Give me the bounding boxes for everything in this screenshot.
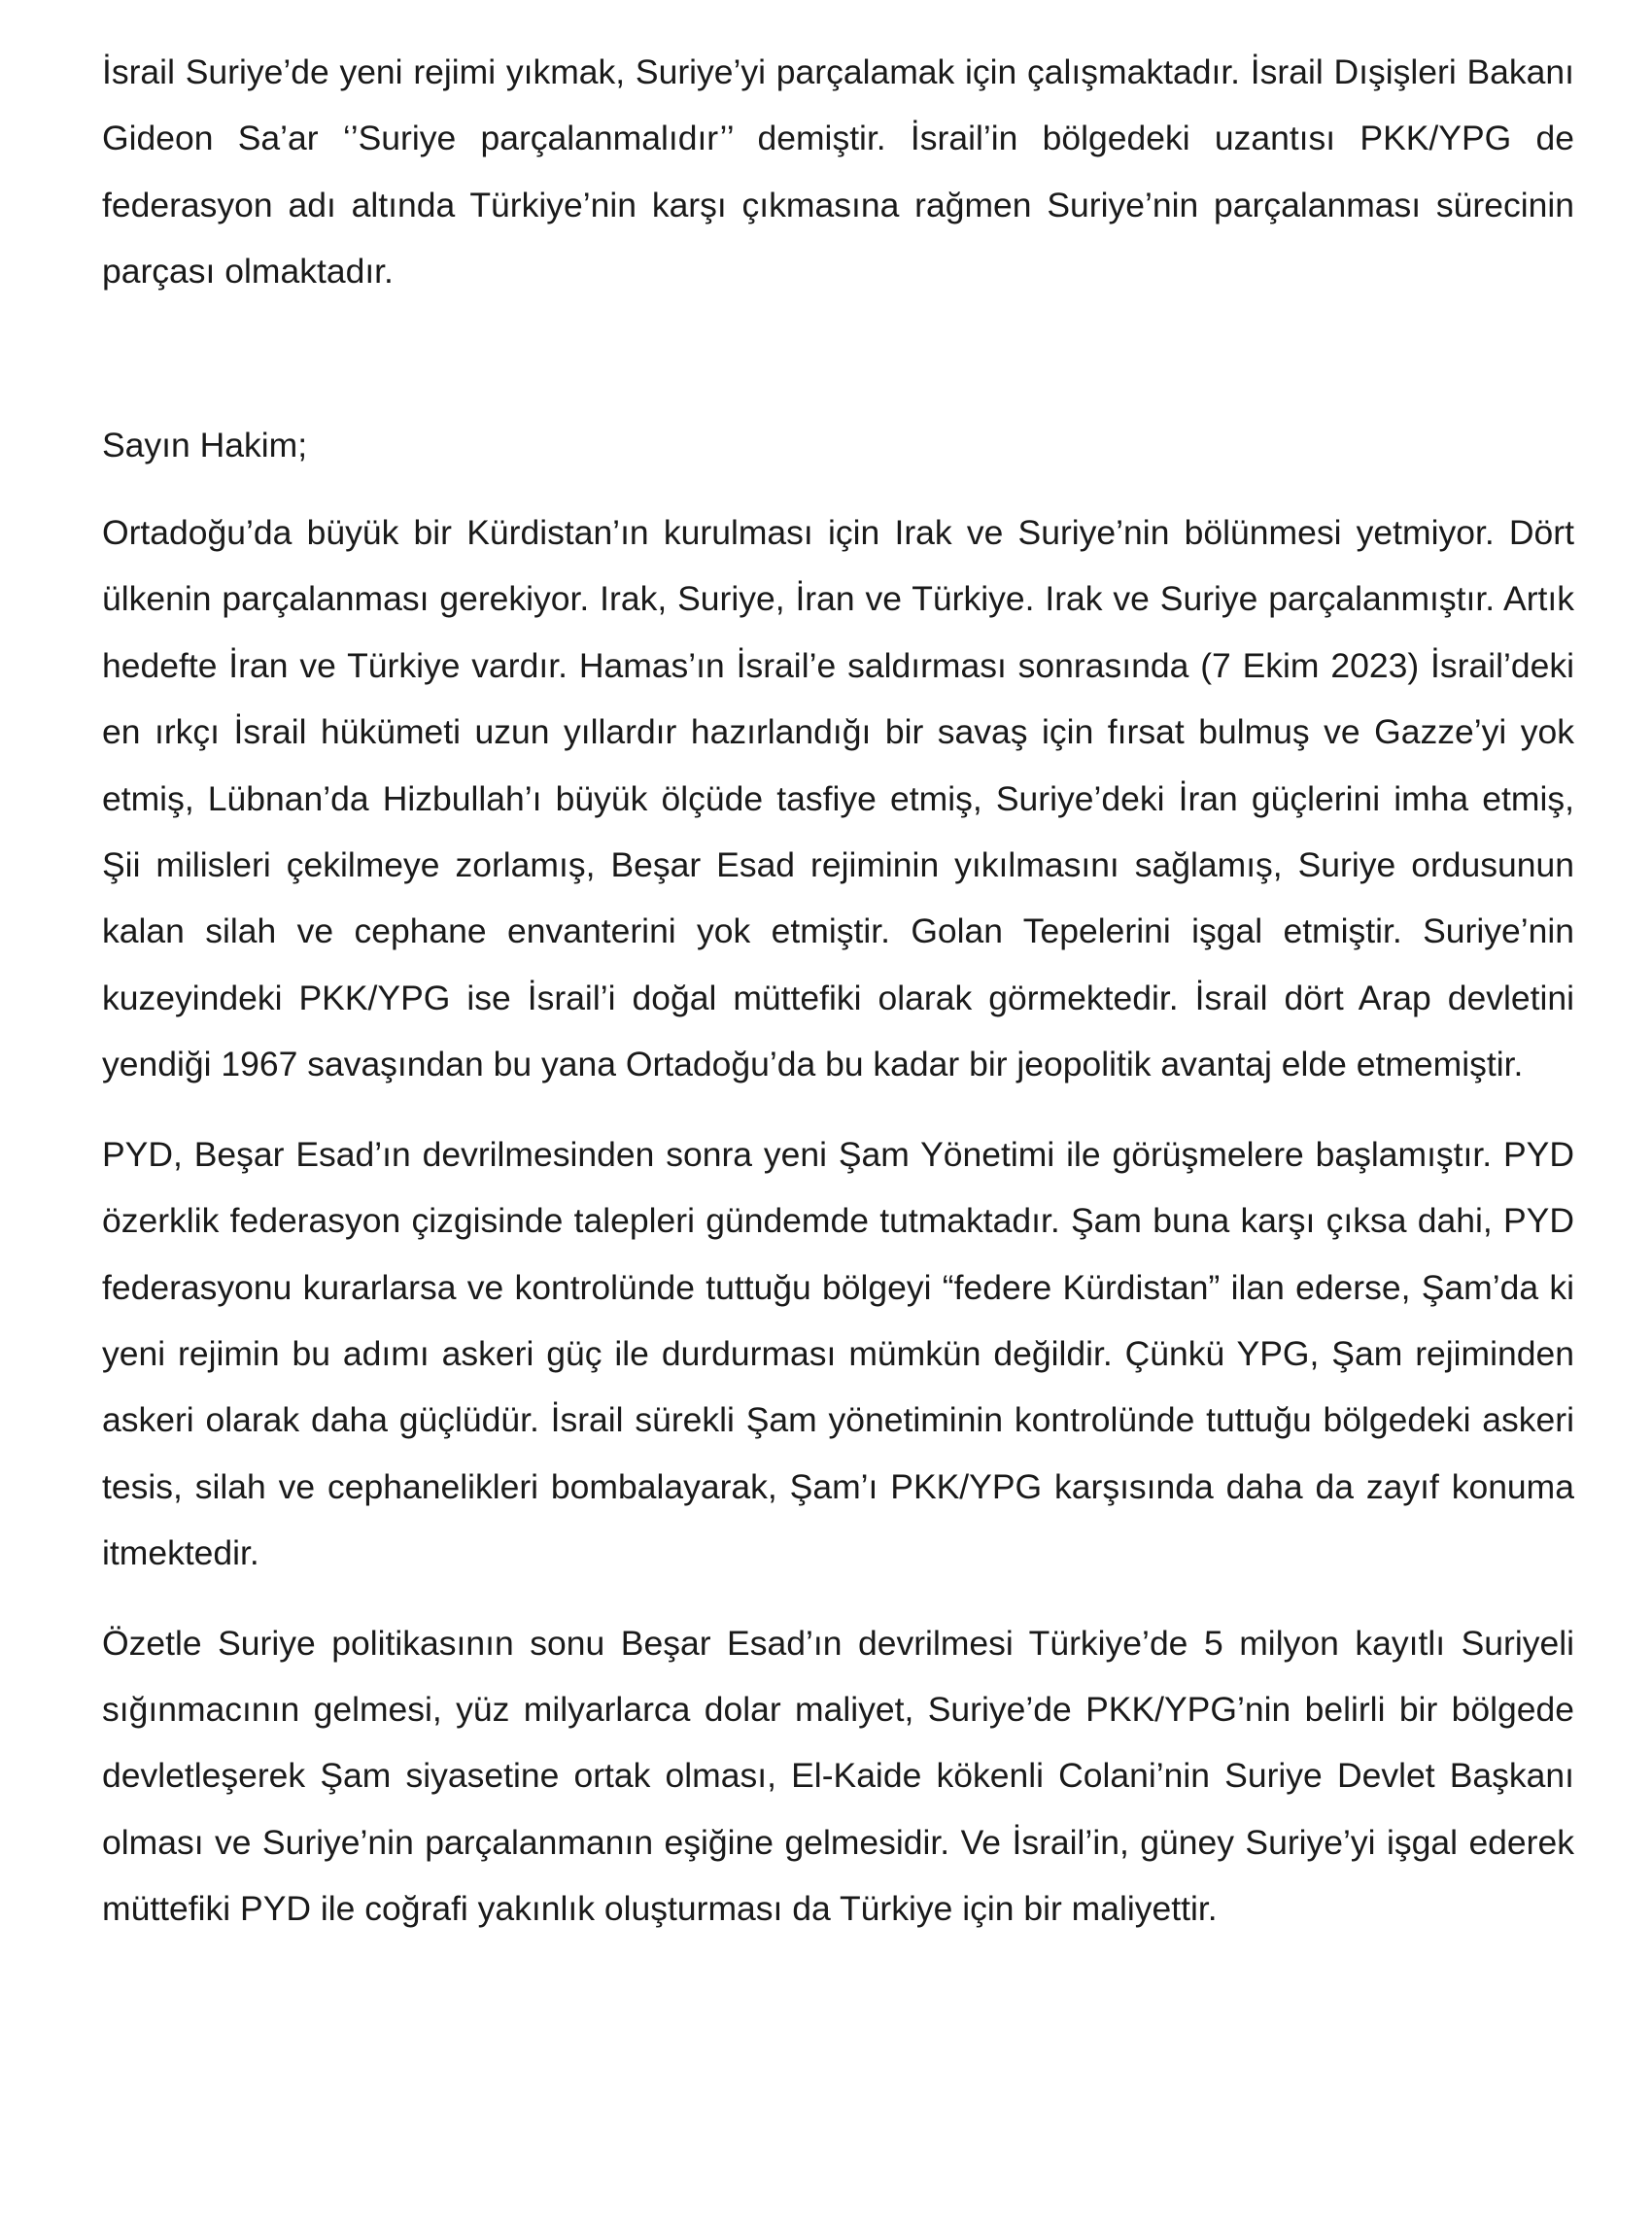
- salutation: Sayın Hakim;: [102, 425, 308, 464]
- paragraph-kurdistan-middle-east: Ortadoğu’da büyük bir Kürdistan’ın kurulması için Irak ve Suriye’nin bölünmesi yetmiyor. Dört ülkenin parçalanması gerekiyor. Irak, Suriye, İran ve Türkiye. Irak ve Suriye parçalanmıştır. Artık hedefte İran ve Türkiye vardır. Hamas’ın İsrail’e saldırması sonrasında (7 Ekim 2023) İsrail’deki en ırkçı İsrail hükümeti uzun yıllardır hazırlandığı bir savaş için fırsat bulmuş ve Gazze’yi yok etmiş, Lübnan’da Hizbullah’ı büyük ölçüde tasfiye etmiş, Suriye’deki İran güçlerini imha etmiş, Şii milisleri çekilmeye zorlamış, Beşar Esad rejiminin yıkılmasını sağlamış, Suriye ordusunun kalan silah ve cephane envanterini yok etmiştir. Golan Tepelerini işgal etmiştir. Suriye’nin kuzeyindeki PKK/YPG ise İsrail’i doğal müttefiki olarak görmektedir. İsrail dört Arap devletini yendiği 1967 savaşından bu yana Ortadoğu’da bu kadar bir jeopolitik avantaj elde etmemiştir.: [102, 513, 1574, 1084]
- document-page: [102, 39, 1574, 1942]
- paragraph-summary: Özetle Suriye politikasının sonu Beşar Esad’ın devrilmesi Türkiye’de 5 milyon kayıtlı Suriyeli sığınmacının gelmesi, yüz milyarlarca dolar maliyet, Suriye’de PKK/YPG’nin belirli bir bölgede devletleşerek Şam siyasetine ortak olması, El-Kaide kökenli Colani’nin Suriye Devlet Başkanı olması ve Suriye’nin parçalanmanın eşiğine gelmesidir. Ve İsrail’in, güney Suriye’yi işgal ederek müttefiki PYD ile coğrafi yakınlık oluşturması da Türkiye için bir maliyettir.: [102, 1623, 1574, 1929]
- paragraph-israel-syria: İsrail Suriye’de yeni rejimi yıkmak, Suriye’yi parçalamak için çalışmaktadır. İsrail Dışişleri Bakanı Gideon Sa’ar ‘’Suriye parçalanmalıdır’’ demiştir. İsrail’in bölgedeki uzantısı PKK/YPG de federasyon adı altında Türkiye’nin karşı çıkmasına rağmen Suriye’nin parçalanması sürecinin parçası olmaktadır.: [102, 52, 1574, 292]
- paragraph-pyd-damascus: PYD, Beşar Esad’ın devrilmesinden sonra yeni Şam Yönetimi ile görüşmelere başlamıştır. PYD özerklik federasyon çizgisinde talepleri gündemde tutmaktadır. Şam buna karşı çıksa dahi, PYD federasyonu kurarlarsa ve kontrolünde tuttuğu bölgeyi “federe Kürdistan” ilan ederse, Şam’da ki yeni rejimin bu adımı askeri güç ile durdurması mümkün değildir. Çünkü YPG, Şam rejiminden askeri olarak daha güçlüdür. İsrail sürekli Şam yönetiminin kontrolünde tuttuğu bölgedeki askeri tesis, silah ve cephanelikleri bombalayarak, Şam’ı PKK/YPG karşısında daha da zayıf konuma itmektedir.: [102, 1134, 1574, 1573]
